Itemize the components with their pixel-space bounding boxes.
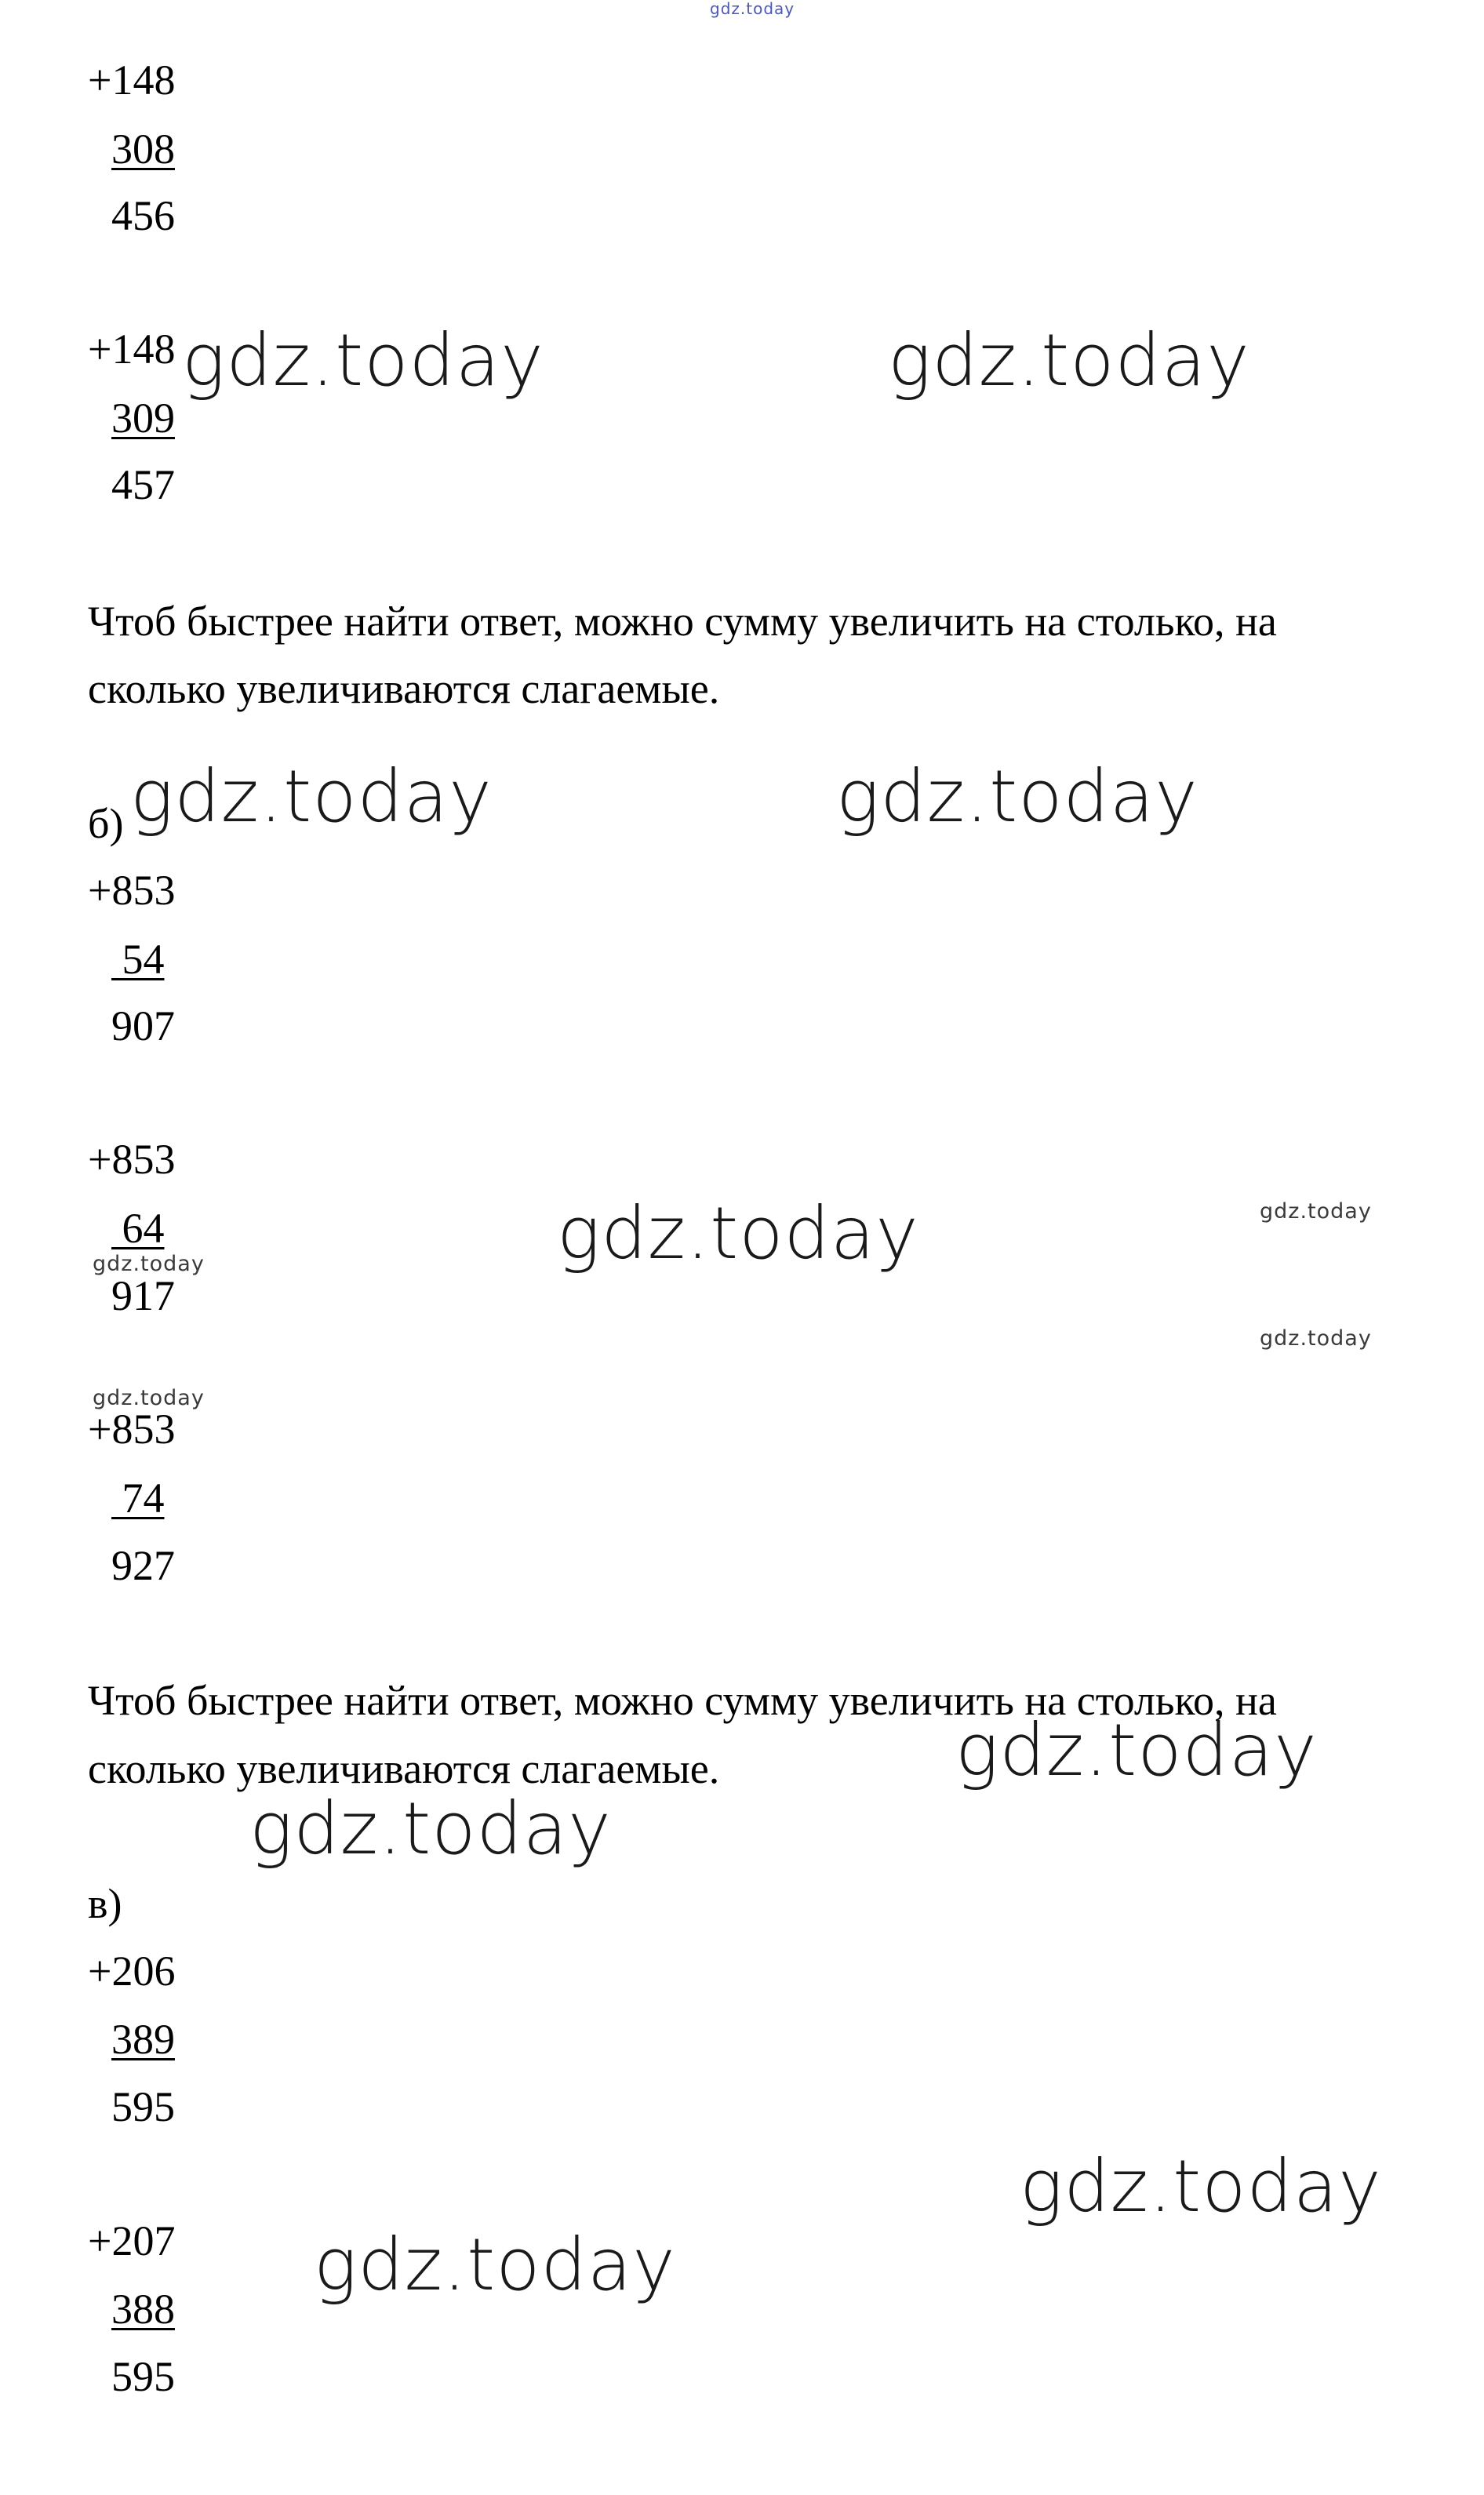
sum-result: 595 — [111, 2353, 175, 2400]
addend-first: +206 — [88, 1948, 176, 1995]
section-label-v: в) — [88, 1880, 122, 1927]
addend-first: +148 — [88, 326, 176, 373]
watermark: gdz.today — [1260, 1326, 1372, 1351]
conclusion-line-1: Чтоб быстрее найти ответ, можно сумму увеличить на столько, на — [88, 598, 1277, 645]
watermark: gdz.today — [249, 1787, 612, 1871]
watermark: gdz.today — [93, 1386, 205, 1410]
watermark: gdz.today — [557, 1191, 919, 1275]
addend-first: +853 — [88, 1406, 176, 1453]
watermark-top: gdz.today — [710, 0, 795, 18]
conclusion-line-2: сколько увеличиваются слагаемые. — [88, 665, 720, 712]
addend-first: +207 — [88, 2217, 176, 2264]
sum-result: 927 — [111, 1542, 175, 1589]
watermark: gdz.today — [955, 1708, 1318, 1792]
addend-second: 54 — [111, 936, 165, 983]
addend-second: 389 — [111, 2016, 175, 2063]
addend-second: 74 — [111, 1475, 165, 1522]
addend-first: +853 — [88, 1136, 176, 1183]
watermark: gdz.today — [1020, 2144, 1382, 2228]
watermark: gdz.today — [93, 1252, 205, 1276]
conclusion-line-1: Чтоб быстрее найти ответ, можно сумму увеличить на столько, на — [88, 1677, 1277, 1724]
addend-second: 64 — [111, 1205, 165, 1252]
watermark: gdz.today — [130, 755, 493, 838]
section-label-b: б) — [88, 800, 124, 847]
watermark: gdz.today — [182, 318, 544, 402]
sum-result: 456 — [111, 192, 175, 239]
addend-first: +853 — [88, 867, 176, 914]
conclusion-line-2: сколько увеличиваются слагаемые. — [88, 1745, 720, 1792]
watermark: gdz.today — [888, 318, 1250, 402]
watermark: gdz.today — [836, 755, 1198, 838]
addend-second: 308 — [111, 125, 175, 173]
watermark: gdz.today — [1260, 1199, 1372, 1224]
sum-result: 917 — [111, 1272, 175, 1319]
sum-result: 595 — [111, 2083, 175, 2130]
addend-second: 309 — [111, 395, 175, 442]
sum-result: 457 — [111, 461, 175, 508]
addend-first: +148 — [88, 56, 176, 104]
addend-second: 388 — [111, 2286, 175, 2333]
watermark: gdz.today — [314, 2223, 676, 2307]
sum-result: 907 — [111, 1002, 175, 1049]
